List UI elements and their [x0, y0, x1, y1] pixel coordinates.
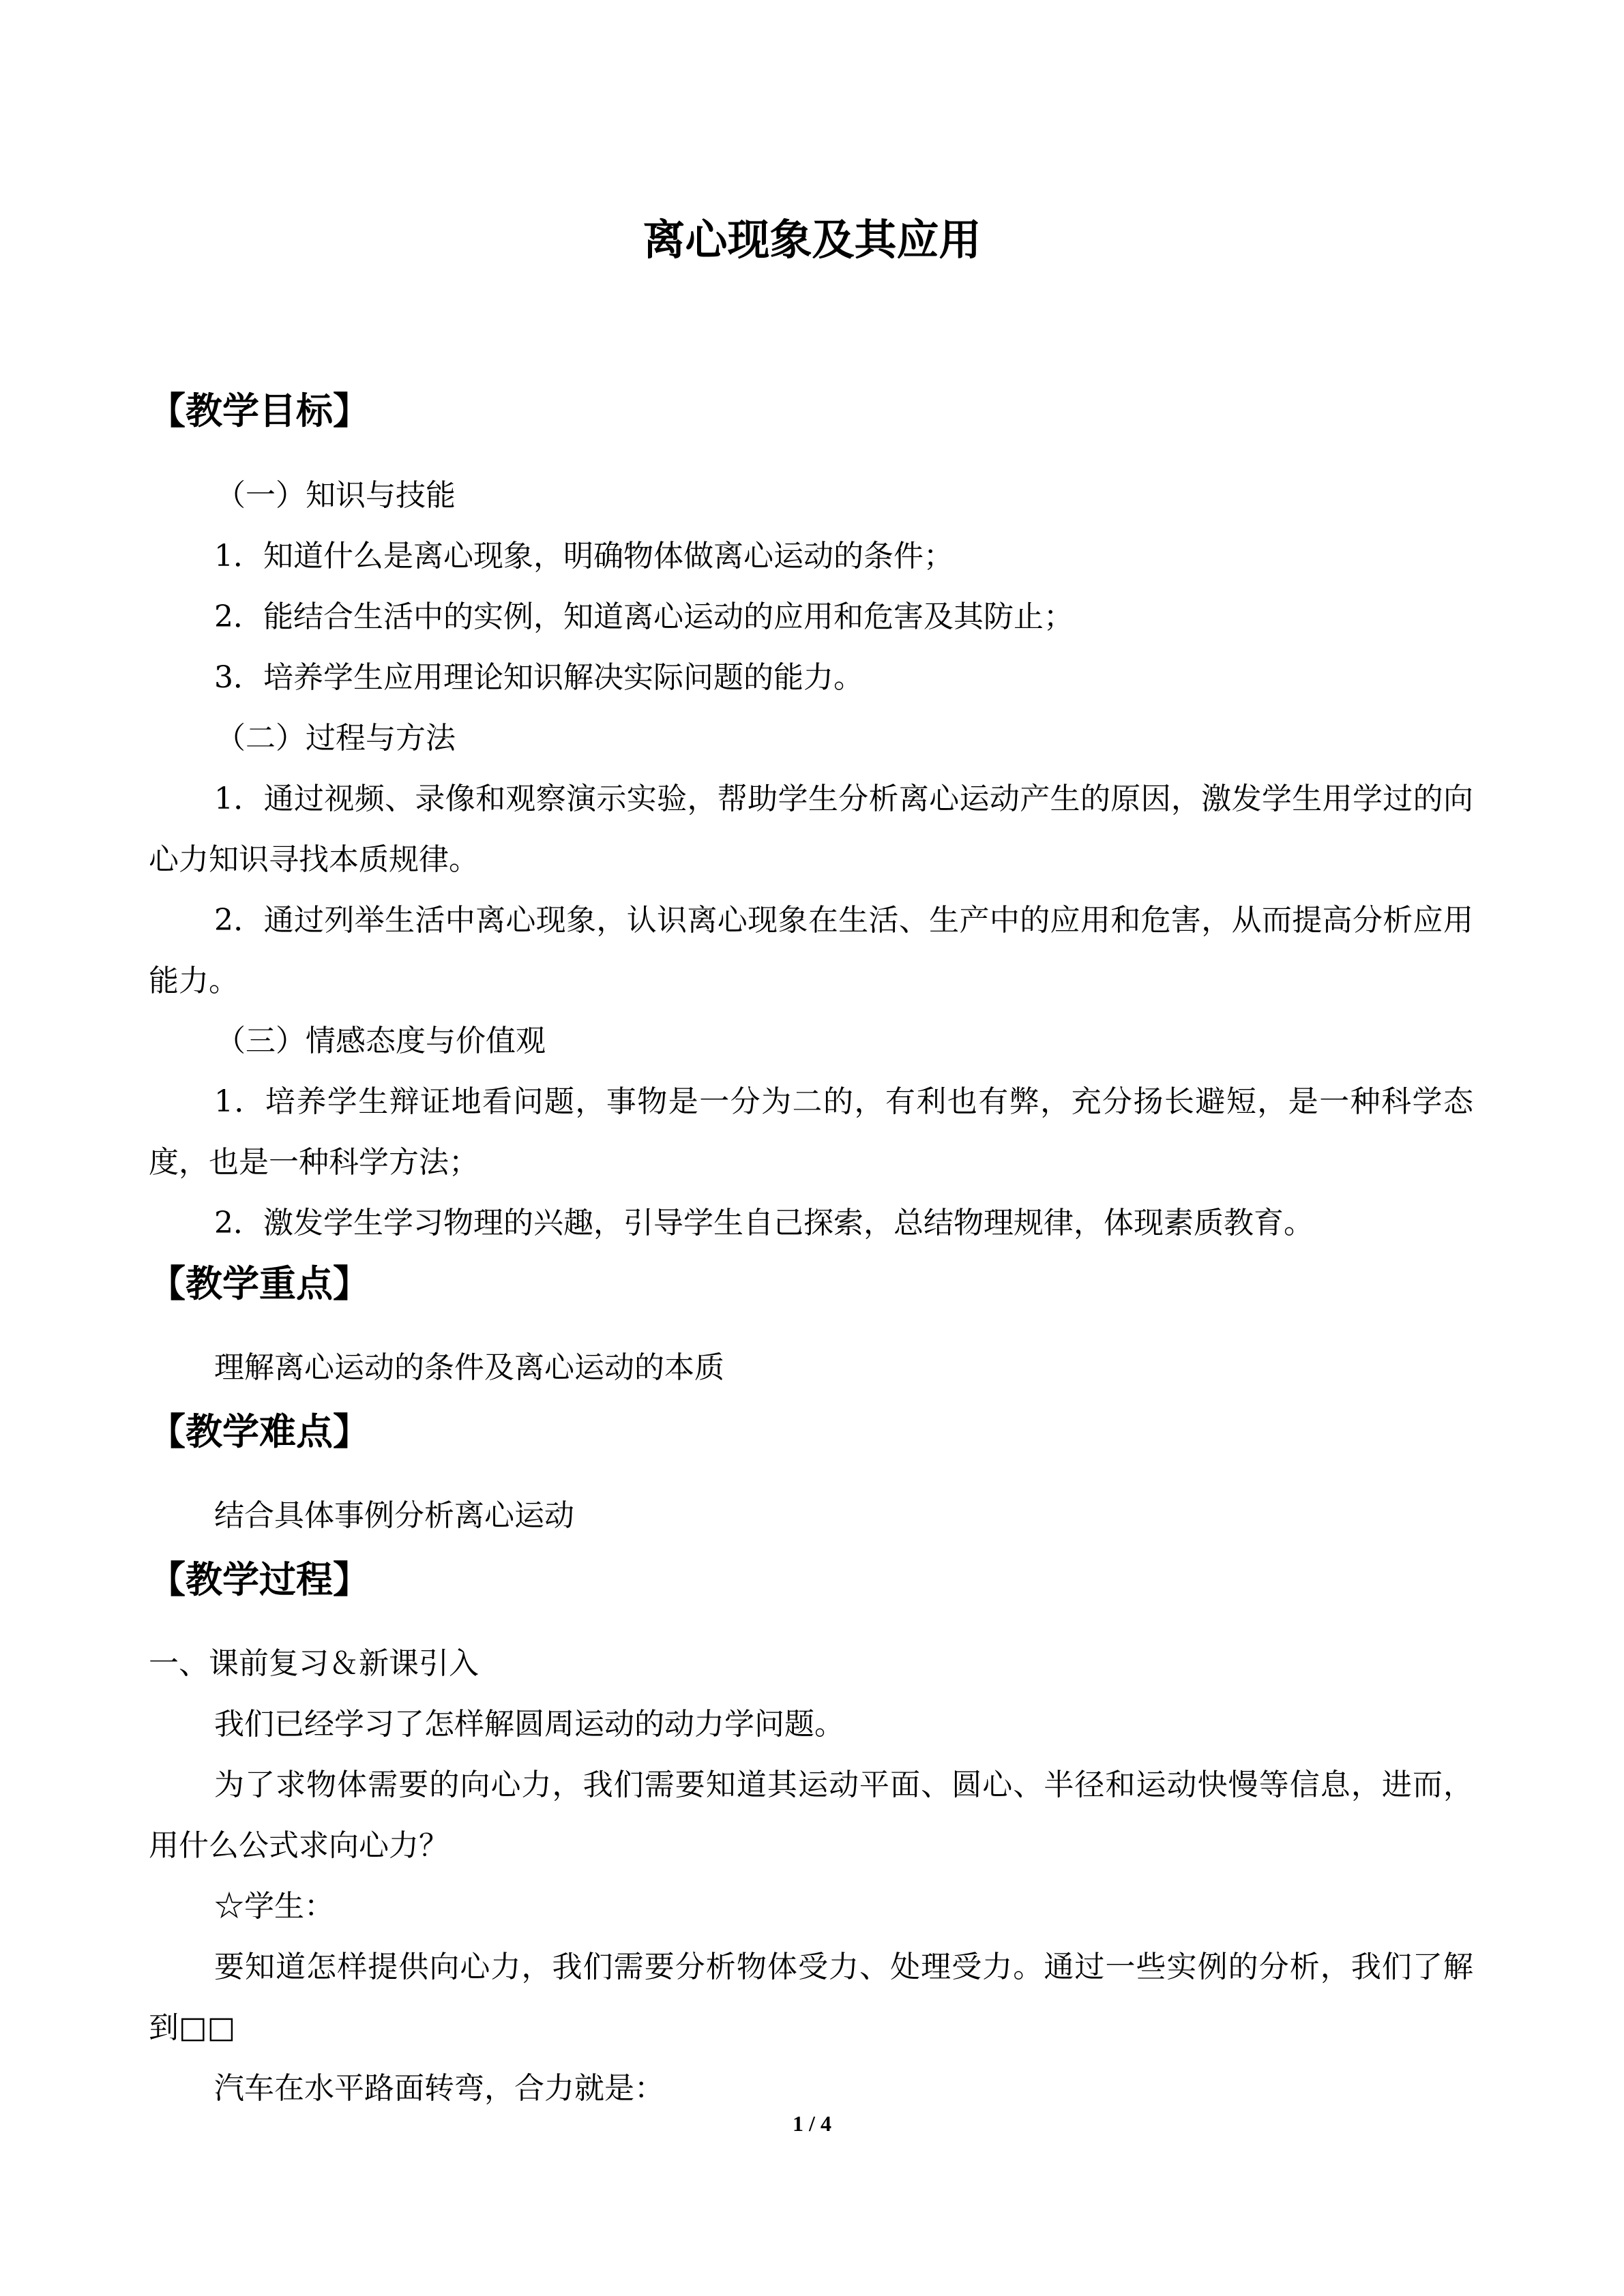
- paragraph: 我们已经学习了怎样解圆周运动的动力学问题。: [214, 1707, 844, 1742]
- list-item: 2．激发学生学习物理的兴趣，引导学生自己探索，总结物理规律，体现素质教育。: [214, 1206, 1314, 1240]
- difficulties-text: 结合具体事例分析离心运动: [214, 1498, 574, 1533]
- list-item: 3．培养学生应用理论知识解决实际问题的能力。: [214, 660, 863, 695]
- process-part-label: 一、课前复习＆新课引入: [149, 1646, 479, 1681]
- list-item: 1．培养学生辩证地看问题，事物是一分为二的，有利也有弊，充分扬长避短，是一种科学态度，也是一种科学方法；: [149, 1084, 1473, 1180]
- document-title: 离心现象及其应用: [643, 215, 981, 265]
- paragraph: ☆学生：: [214, 1889, 334, 1924]
- list-item: 1．通过视频、录像和观察演示实验，帮助学生分析离心运动产生的原因，激发学生用学过的向心力知识寻找本质规律。: [149, 781, 1473, 877]
- section-heading-process: 【教学过程】: [149, 1558, 370, 1601]
- subsection-label-process: （二）过程与方法: [216, 721, 456, 756]
- subsection-label-knowledge: （一）知识与技能: [216, 478, 456, 513]
- paragraph: 要知道怎样提供向心力，我们需要分析物体受力、处理受力。通过一些实例的分析，我们了解到□□: [149, 1950, 1473, 2045]
- key-points-text: 理解离心运动的条件及离心运动的本质: [214, 1350, 724, 1385]
- paragraph: 汽车在水平路面转弯，合力就是：: [214, 2071, 664, 2106]
- list-item: 2．通过列举生活中离心现象，认识离心现象在生活、生产中的应用和危害，从而提高分析应用能力。: [149, 903, 1473, 998]
- page-number: 1 / 4: [793, 2111, 831, 2136]
- subsection-label-values: （三）情感态度与价值观: [216, 1024, 546, 1058]
- section-heading-key-points: 【教学重点】: [149, 1262, 370, 1305]
- list-item: 2．能结合生活中的实例，知道离心运动的应用和危害及其防止；: [214, 599, 1074, 634]
- section-heading-objectives: 【教学目标】: [149, 389, 370, 432]
- paragraph: 为了求物体需要的向心力，我们需要知道其运动平面、圆心、半径和运动快慢等信息，进而，用什么公式求向心力？: [149, 1768, 1473, 1863]
- section-heading-difficulties: 【教学难点】: [149, 1410, 370, 1453]
- list-item: 1．知道什么是离心现象，明确物体做离心运动的条件；: [214, 539, 954, 573]
